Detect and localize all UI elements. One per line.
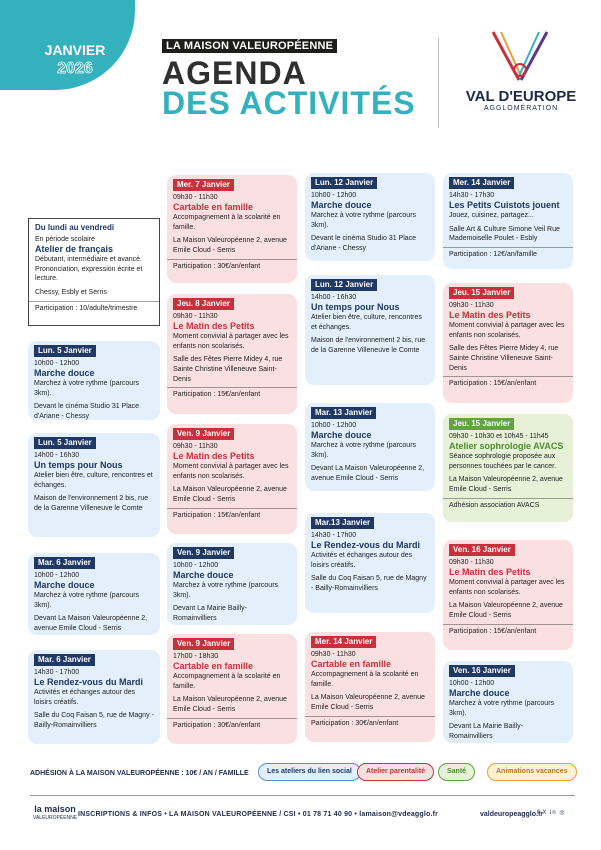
- event-time: 09h30 - 11h30: [449, 301, 494, 309]
- event-date: Ven. 16 Janvier: [449, 665, 515, 677]
- event-card[interactable]: [305, 403, 435, 491]
- event-location: La Maison Valeuropéenne 2, avenue Emile Cloud - Serris: [173, 486, 287, 503]
- contact-info[interactable]: INSCRIPTIONS & INFOS • LA MAISON VALEUROPÉENNE / CSI • 01 78 71 40 90 • lamaison@vdeagglo.fr: [78, 811, 439, 818]
- event-date: Mer. 14 Janvier: [311, 636, 376, 648]
- event-date: Du lundi au vendredi: [35, 223, 115, 232]
- event-title: Atelier de français: [35, 244, 114, 255]
- event-location: La Maison Valeuropéenne 2, avenue Emile Cloud - Serris: [449, 476, 563, 493]
- event-time: 14h30 - 17h00: [34, 668, 80, 676]
- event-location: Devant La Maison Valeuropéenne 2, avenue Emile Cloud - Serris: [311, 465, 425, 482]
- event-time: 10h00 - 12h00: [311, 421, 357, 429]
- event-description: Accompagnement à la scolarité en famille.: [311, 671, 419, 688]
- event-location: Chessy, Esbly et Serris: [35, 288, 107, 296]
- event-description: Marchez à votre rythme (parcours 3km).: [311, 442, 417, 459]
- event-time: En période scolaire: [35, 235, 95, 243]
- event-card[interactable]: [28, 218, 160, 326]
- event-date: Mar. 6 Janvier: [34, 557, 95, 569]
- event-location: La Maison Valeuropéenne 2, avenue Emile Cloud - Serris: [173, 237, 287, 254]
- year-label: 2026: [57, 60, 93, 77]
- event-time: 09h30 - 10h30 et 10h45 - 11h45: [449, 432, 549, 440]
- event-time: 10h00 - 12h00: [449, 679, 495, 687]
- social-icons[interactable]: f X in ◎: [537, 810, 566, 816]
- event-description: Moment convivial à partager avec les enfants non scolarisés.: [449, 322, 565, 339]
- event-title: Marche douce: [34, 368, 95, 379]
- event-description: Débutant, intermédiaire et avancé. Prononciation, expression écrite et lecture.: [35, 256, 143, 283]
- event-location: Devant le cinéma Studio 31 Place d'Ariane - Chessy: [34, 403, 140, 420]
- event-description: Moment convivial à partager avec les enfants non scolarisés.: [449, 579, 565, 596]
- org-label: LA MAISON VALEUROPÉENNE: [162, 39, 337, 53]
- event-price: Adhésion association AVACS: [443, 498, 573, 513]
- event-card[interactable]: [28, 341, 160, 420]
- event-time: 14h30 - 17h30: [449, 191, 495, 199]
- event-date: Jeu. 8 Janvier: [173, 298, 234, 310]
- event-title: Un temps pour Nous: [34, 460, 123, 471]
- header-divider: [438, 38, 439, 128]
- event-location: Devant le cinéma Studio 31 Place d'Ariane - Chessy: [311, 235, 417, 252]
- event-description: Marchez à votre rythme (parcours 3km).: [34, 592, 140, 609]
- event-price: Participation : 30€/an/enfant: [167, 718, 297, 733]
- event-price: Participation : 12€/an/famille: [443, 247, 573, 262]
- event-title: Marche douce: [311, 430, 372, 441]
- event-description: Marchez à votre rythme (parcours 3km).: [311, 212, 417, 229]
- event-card[interactable]: [28, 433, 160, 537]
- event-card[interactable]: [443, 283, 573, 403]
- legend-lien-social: Les ateliers du lien social: [258, 763, 361, 781]
- event-card[interactable]: [443, 661, 573, 743]
- event-title: Le Matin des Petits: [449, 567, 531, 578]
- footer-divider: [30, 795, 575, 796]
- event-title: Marche douce: [449, 688, 510, 699]
- event-title: Le Rendez-vous du Mardi: [311, 540, 421, 551]
- event-date: Lun. 5 Janvier: [34, 345, 96, 357]
- event-description: Activités et échanges autour des loisirs créatifs.: [311, 552, 413, 569]
- event-title: Le Matin des Petits: [173, 321, 255, 332]
- event-price: Participation : 15€/an/enfant: [167, 387, 297, 402]
- maison-logo-sub: VALEUROPÉENNE: [33, 815, 78, 821]
- legend-sante: Santé: [438, 763, 475, 781]
- event-card[interactable]: [167, 424, 297, 534]
- event-location: Salle des Fêtes Pierre Midey 4, rue Sainte Christine Villeneuve Saint-Denis: [173, 356, 283, 383]
- event-title: Le Rendez-vous du Mardi: [34, 677, 144, 688]
- event-date: Ven. 16 Janvier: [449, 544, 515, 556]
- event-title: Marche douce: [311, 200, 372, 211]
- event-location: La Maison Valeuropéenne 2, avenue Emile Cloud - Serris: [173, 696, 287, 713]
- event-description: Activités et échanges autour des loisirs créatifs.: [34, 689, 136, 706]
- event-card[interactable]: [443, 414, 573, 522]
- event-location: Devant La Mairie Bailly- Romainvilliers: [449, 723, 523, 740]
- event-location: Maison de l'environnement 2 bis, rue de la Garenne Villeneuve le Comte: [34, 495, 149, 512]
- event-card[interactable]: [305, 632, 435, 742]
- event-time: 10h00 - 12h00: [173, 561, 219, 569]
- event-time: 10h00 - 12h00: [34, 359, 80, 367]
- event-title: Le Matin des Petits: [173, 451, 255, 462]
- event-time: 17h00 - 18h30: [173, 652, 219, 660]
- event-location: La Maison Valeuropéenne 2, avenue Emile Cloud - Serris: [311, 694, 425, 711]
- event-description: Marchez à votre rythme (parcours 3km).: [173, 582, 279, 599]
- event-date: Mar. 6 Janvier: [34, 654, 95, 666]
- event-price: Participation : 15€/an/enfant: [443, 624, 573, 639]
- event-date: Jeu. 15 Janvier: [449, 418, 514, 430]
- event-description: Accompagnement à la scolarité en famille.: [173, 214, 281, 231]
- event-date: Lun. 12 Janvier: [311, 177, 377, 189]
- event-time: 14h30 - 17h00: [311, 531, 357, 539]
- website-link[interactable]: valdeuropeagglo.fr: [480, 811, 544, 818]
- event-date: Lun. 5 Janvier: [34, 437, 96, 449]
- event-date: Lun. 12 Janvier: [311, 279, 377, 291]
- event-title: Marche douce: [173, 570, 234, 581]
- event-price: Participation : 15€/an/enfant: [167, 508, 297, 523]
- legend-vacances: Animations vacances: [487, 763, 577, 781]
- event-location: Salle du Coq Faisan 5, rue de Magny - Bailly-Romainvilliers: [34, 712, 154, 729]
- logo-name: VAL D'EUROPE: [465, 88, 577, 105]
- maison-logo-text: la maison: [34, 804, 76, 814]
- event-time: 09h30 - 11h30: [173, 193, 218, 201]
- event-date: Mar.13 Janvier: [311, 517, 374, 529]
- event-date: Mer. 7 Janvier: [173, 179, 234, 191]
- event-time: 14h00 - 16h30: [34, 451, 80, 459]
- membership-fee: ADHÉSION À LA MAISON VALEUROPÉENNE : 10€ / AN / FAMILLE: [30, 770, 249, 777]
- event-time: 14h00 - 16h30: [311, 293, 357, 301]
- event-time: 09h30 - 11h30: [311, 650, 356, 658]
- event-location: Devant La Maison Valeuropéenne 2, avenue Emile Cloud - Serris: [34, 615, 148, 632]
- event-description: Marchez à votre rythme (parcours 3km).: [34, 380, 140, 397]
- event-price: Participation : 30€/an/enfant: [167, 259, 297, 274]
- event-date: Ven. 9 Janvier: [173, 547, 234, 559]
- page-title-line2: DES ACTIVITÉS: [162, 85, 416, 121]
- event-card[interactable]: [305, 173, 435, 261]
- legend-parentalite: Atelier parentalité: [357, 763, 434, 781]
- event-location: La Maison Valeuropéenne 2, avenue Emile Cloud - Serris: [449, 602, 563, 619]
- event-location: Devant La Mairie Bailly- Romainvilliers: [173, 605, 247, 622]
- val-deurope-logo-icon: [485, 28, 555, 88]
- event-location: Salle Art & Culture Simone Veil Rue Mademoiselle Poulet - Esbly: [449, 225, 560, 243]
- event-location: Salle du Coq Faisan 5, rue de Magny - Bailly-Romainvilliers: [311, 575, 427, 592]
- event-card[interactable]: [167, 175, 297, 283]
- event-date: Jeu. 15 Janvier: [449, 287, 514, 299]
- event-date: Mer. 14 Janvier: [449, 177, 514, 189]
- event-location: Salle des Fêtes Pierre Midey 4, rue Sainte Christine Villeneuve Saint-Denis: [449, 345, 559, 372]
- event-description: Atelier bien être, culture, rencontres et échanges.: [34, 472, 153, 489]
- event-date: Ven. 9 Janvier: [173, 638, 234, 650]
- event-description: Atelier bien être, culture, rencontres et échanges.: [311, 314, 422, 331]
- event-description: Marchez à votre rythme (parcours 3km).: [449, 700, 555, 717]
- event-time: 09h30 - 11h30: [173, 442, 218, 450]
- event-card[interactable]: [443, 173, 573, 269]
- event-title: Marche douce: [34, 580, 95, 591]
- event-description: Moment convivial à partager avec les enfants non scolarisés.: [173, 333, 289, 350]
- event-card[interactable]: [167, 543, 297, 625]
- event-time: 10h00 - 12h00: [311, 191, 357, 199]
- event-location: Maison de l'environnement 2 bis, rue de la Garenne Villeneuve le Comte: [311, 337, 426, 354]
- event-card[interactable]: [28, 650, 160, 744]
- maison-logo: [33, 805, 77, 823]
- event-time: 10h00 - 12h00: [34, 571, 80, 579]
- month-label: JANVIER: [44, 42, 106, 58]
- event-title: Cartable en famille: [173, 202, 254, 213]
- event-description: Séance sophrologie proposée aux personnes touchées par le cancer.: [449, 453, 557, 470]
- event-title: Un temps pour Nous: [311, 302, 400, 313]
- logo-subtitle: AGGLOMÉRATION: [483, 105, 559, 112]
- event-price: Participation : 30€/an/enfant: [305, 716, 435, 731]
- event-title: Cartable en famille: [173, 661, 254, 672]
- event-title: Le Matin des Petits: [449, 310, 531, 321]
- event-date: Ven. 9 Janvier: [173, 428, 234, 440]
- event-card[interactable]: [167, 294, 297, 414]
- event-description: Jouez, cuisinez, partagez...: [449, 212, 534, 220]
- event-date: Mar. 13 Janvier: [311, 407, 376, 419]
- event-title: Cartable en famille: [311, 659, 392, 670]
- event-card[interactable]: [443, 540, 573, 650]
- event-card[interactable]: [167, 634, 297, 744]
- page-title-line1: AGENDA: [162, 55, 307, 91]
- event-card[interactable]: [305, 275, 435, 385]
- event-description: Accompagnement à la scolarité en famille.: [173, 673, 281, 690]
- event-title: Les Petits Cuistots jouent: [449, 200, 560, 211]
- event-time: 09h30 - 11h30: [173, 312, 218, 320]
- event-card[interactable]: [28, 553, 160, 635]
- event-description: Moment convivial à partager avec les enfants non scolarisés.: [173, 463, 289, 480]
- event-time: 09h30 - 11h30: [449, 558, 494, 566]
- event-price: Participation : 15€/an/enfant: [443, 376, 573, 391]
- event-price: Participation : 10/adulte/trimestre: [29, 301, 159, 316]
- event-title: Atelier sophrologie AVACS: [449, 441, 564, 452]
- event-card[interactable]: [305, 513, 435, 613]
